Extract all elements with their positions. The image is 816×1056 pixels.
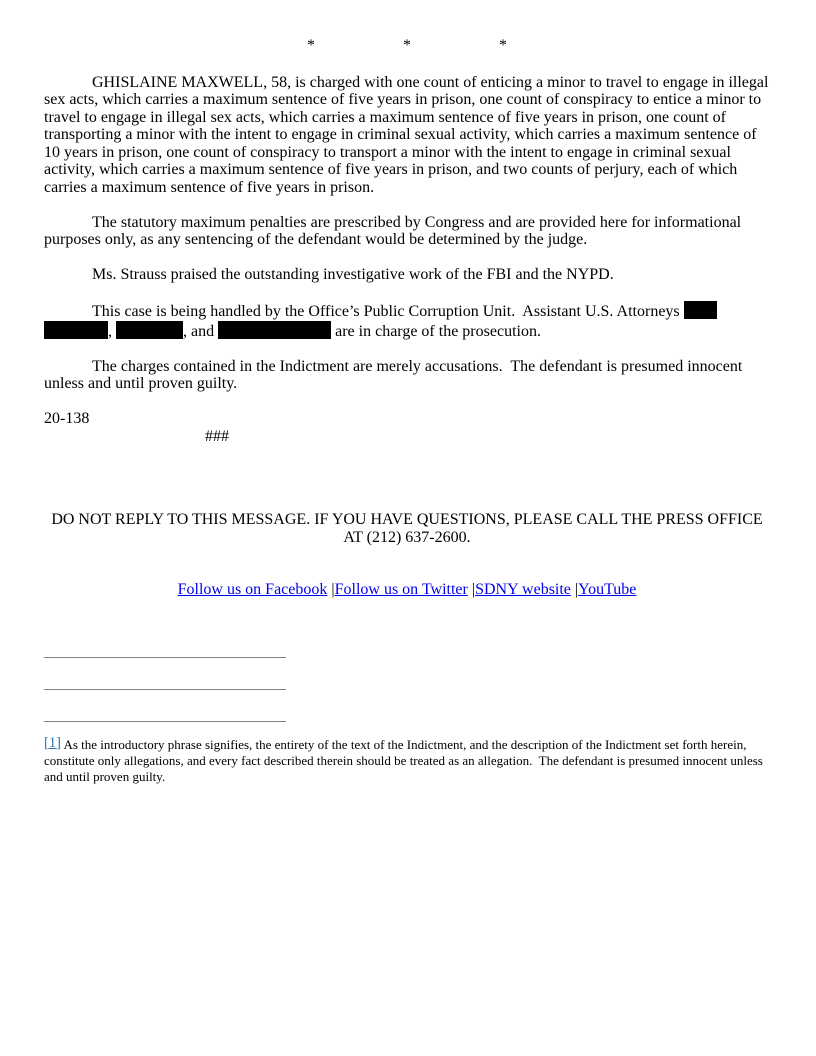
pipe-separator: | [467,581,476,598]
link-sdny-website[interactable]: SDNY website [475,581,571,598]
pipe-separator: | [327,581,335,598]
redaction-box [116,321,183,339]
footnote-marker-link[interactable]: [1] [44,734,61,751]
link-facebook[interactable]: Follow us on Facebook [177,581,328,598]
pipe-separator: | [570,581,579,598]
asterisk: * [499,37,507,54]
link-youtube[interactable]: YouTube [578,581,637,598]
asterisk: * [307,37,315,54]
paragraph-statutory-penalties: The statutory maximum penalties are prescribed by Congress and are provided here for informational purposes only, as any sentencing of the defendant would be determined by the judge. [44,213,742,248]
redaction-box [218,321,331,339]
paragraph-charges: GHISLAINE MAXWELL, 58, is charged with one count of enticing a minor to travel to engage in illegal sex acts, which carries a maximum sentence of five years in prison, one count of conspiracy to entice a minor to travel to engage in illegal sex acts, which carries a maximum sentence of five years in prison, one count of transporting a minor with the intent to engage in criminal sexual activity, which carries a maximum sentence of 10 years in prison, one count of conspiracy to transport a minor with the intent to engage in criminal sexual activity, which carries a maximum sentence of five years in prison, and two counts of perjury, each of which carries a maximum sentence of five years in prison. [44,73,769,196]
footnote [44,735,770,785]
paragraph-prosecutors: This case is being handled by the Office’s Public Corruption Unit. Assistant U.S. Attorneys , , and are in charge of the prosecution. [44,301,770,340]
footnote-separator-line [44,721,286,722]
footnote-separator-line [44,689,286,690]
social-links-row [44,581,770,599]
release-number: 20-138 [44,410,90,427]
footnote-text: As the introductory phrase signifies, the entirety of the text of the Indictment, and the description of the Indictment set forth herein, constitute only allegations, and every fact described therein should be treated as an allegation. The defendant is presumed innocent unless and until proven guilty. [44,736,763,784]
asterisk-separator [44,37,770,55]
asterisk: * [403,37,411,54]
paragraph-presumption: The charges contained in the Indictment are merely accusations. The defendant is presumed innocent unless and until proven guilty. [44,357,743,392]
redaction-box [44,321,108,339]
do-not-reply-notice: DO NOT REPLY TO THIS MESSAGE. IF YOU HAVE QUESTIONS, PLEASE CALL THE PRESS OFFICE AT (212) 637-2600. [51,511,763,546]
footnote-separator-line [44,657,286,658]
end-marker: ### [205,427,229,445]
paragraph-praise: Ms. Strauss praised the outstanding investigative work of the FBI and the NYPD. [92,266,614,283]
link-twitter[interactable]: Follow us on Twitter [334,581,468,598]
redaction-box [684,301,717,319]
